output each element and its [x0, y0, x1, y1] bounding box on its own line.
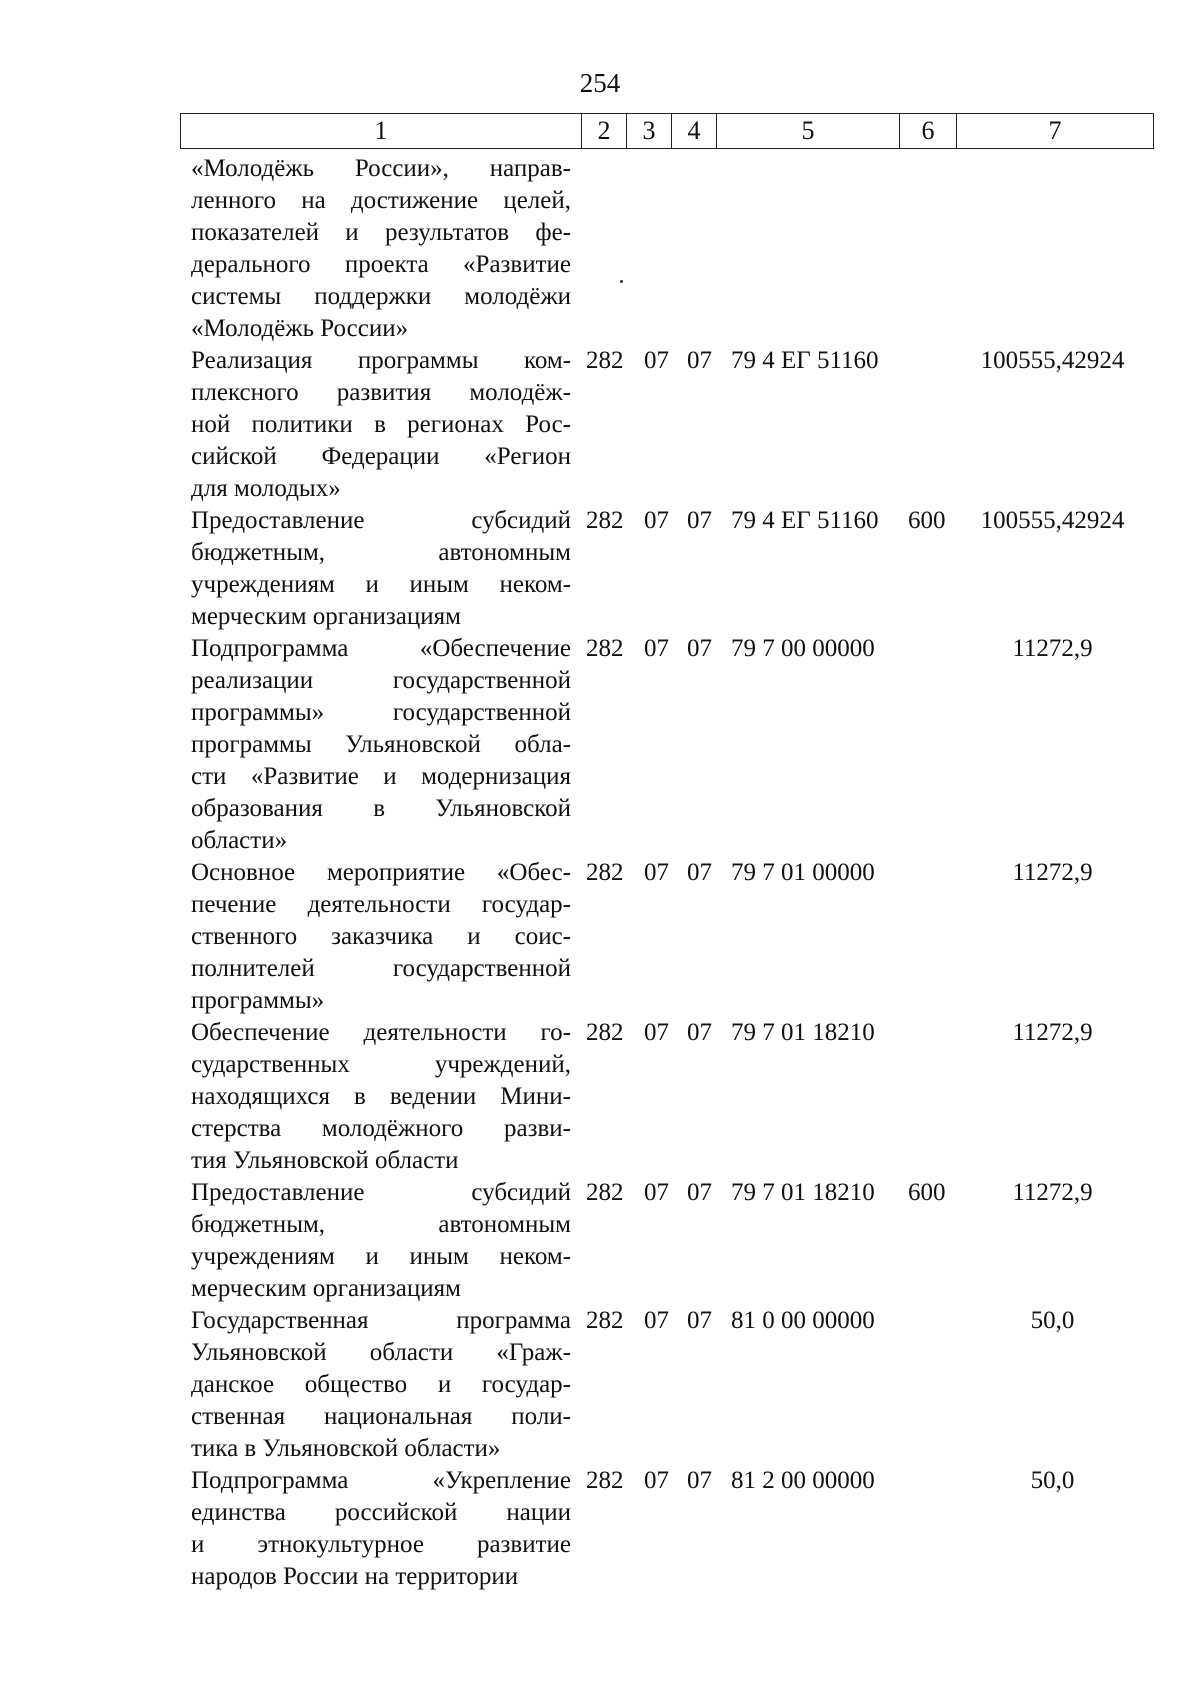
- description-line: «Молодёжь России», направ-: [191, 155, 571, 182]
- row-description: [191, 1017, 571, 1177]
- description-line: бюджетным, автономным: [191, 539, 571, 566]
- column-header-1: 1: [181, 114, 582, 149]
- description-line: тия Ульяновской области: [191, 1147, 459, 1174]
- cell-col-5: 81 2 00 00000: [731, 1467, 875, 1494]
- description-line: плексного развития молодёж-: [191, 379, 571, 406]
- description-line: для молодых»: [191, 475, 341, 502]
- cell-col-3: 07: [644, 1179, 669, 1206]
- column-header-table: [180, 113, 1154, 149]
- cell-col-3: 07: [644, 859, 669, 886]
- cell-col-4: 07: [687, 1307, 712, 1334]
- description-line: системы поддержки молодёжи: [191, 283, 571, 310]
- cell-col-3: 07: [644, 635, 669, 662]
- cell-col-4: 07: [687, 1467, 712, 1494]
- description-line: ленного на достижение целей,: [191, 187, 571, 214]
- description-line: Подпрограмма «Обеспечение: [191, 635, 571, 662]
- cell-col-4: 07: [687, 859, 712, 886]
- description-line: Предоставление субсидий: [191, 1179, 571, 1206]
- cell-col-5: 79 4 ЕГ 51160: [731, 347, 879, 374]
- description-line: области»: [191, 827, 288, 854]
- description-line: программы»: [191, 987, 325, 1014]
- description-line: тика в Ульяновской области»: [191, 1435, 501, 1462]
- cell-col-4: 07: [687, 635, 712, 662]
- cell-col-7: 100555,42924: [980, 347, 1125, 374]
- cell-col-4: 07: [687, 347, 712, 374]
- cell-col-4: 07: [687, 507, 712, 534]
- description-line: единства российской нации: [191, 1499, 571, 1526]
- cell-col-5: 79 7 00 00000: [731, 635, 875, 662]
- cell-col-4: 07: [687, 1179, 712, 1206]
- cell-col-5: 79 7 01 00000: [731, 859, 875, 886]
- cell-col-2: 282: [586, 1019, 624, 1046]
- description-line: и этнокультурное развитие: [191, 1531, 571, 1558]
- description-line: Предоставление субсидий: [191, 507, 571, 534]
- description-line: показателей и результатов фе-: [191, 219, 571, 246]
- description-line: полнителей государственной: [191, 955, 571, 982]
- column-header-2: 2: [582, 114, 627, 149]
- description-line: учреждениям и иным неком-: [191, 571, 571, 598]
- column-header-5: 5: [717, 114, 900, 149]
- cell-col-7: 11272,9: [1012, 635, 1093, 662]
- description-line: сударственных учреждений,: [191, 1051, 571, 1078]
- page-number: 254: [579, 68, 621, 98]
- cell-col-2: 282: [586, 1179, 624, 1206]
- cell-col-2: 282: [586, 1307, 624, 1334]
- scan-speck: [620, 280, 623, 283]
- cell-col-3: 07: [644, 507, 669, 534]
- cell-col-3: 07: [644, 347, 669, 374]
- description-line: реализации государственной: [191, 667, 571, 694]
- description-line: печение деятельности государ-: [191, 891, 571, 918]
- description-line: Государственная программа: [191, 1307, 571, 1334]
- description-line: бюджетным, автономным: [191, 1211, 571, 1238]
- description-line: стерства молодёжного разви-: [191, 1115, 571, 1142]
- description-line: ственного заказчика и соис-: [191, 923, 571, 950]
- description-line: народов России на территории: [191, 1563, 519, 1590]
- column-header-6: 6: [900, 114, 957, 149]
- description-line: Основное мероприятие «Обес-: [191, 859, 571, 886]
- description-line: учреждениям и иным неком-: [191, 1243, 571, 1270]
- description-line: сийской Федерации «Регион: [191, 443, 571, 470]
- description-line: находящихся в ведении Мини-: [191, 1083, 571, 1110]
- row-description: [191, 1177, 571, 1305]
- cell-col-6: 600: [908, 507, 946, 534]
- description-line: ственная национальная поли-: [191, 1403, 571, 1430]
- description-line: мерческим организациям: [191, 1275, 461, 1302]
- cell-col-7: 11272,9: [1012, 1019, 1093, 1046]
- cell-col-3: 07: [644, 1307, 669, 1334]
- cell-col-5: 81 0 00 00000: [731, 1307, 875, 1334]
- description-line: программы» государственной: [191, 699, 571, 726]
- description-line: образования в Ульяновской: [191, 795, 571, 822]
- description-line: мерческим организациям: [191, 603, 461, 630]
- description-line: программы Ульяновской обла-: [191, 731, 571, 758]
- cell-col-7: 50,0: [1030, 1467, 1075, 1494]
- description-line: сти «Развитие и модернизация: [191, 763, 571, 790]
- row-description: [191, 505, 571, 633]
- description-line: ной политики в регионах Рос-: [191, 411, 571, 438]
- row-description: [191, 345, 571, 505]
- cell-col-2: 282: [586, 347, 624, 374]
- cell-col-5: 79 7 01 18210: [731, 1019, 875, 1046]
- column-header-4: 4: [672, 114, 717, 149]
- cell-col-2: 282: [586, 507, 624, 534]
- cell-col-4: 07: [687, 1019, 712, 1046]
- description-line: «Молодёжь России»: [191, 315, 409, 342]
- description-line: Обеспечение деятельности го-: [191, 1019, 571, 1046]
- row-description: [191, 1305, 571, 1465]
- cell-col-2: 282: [586, 859, 624, 886]
- cell-col-7: 11272,9: [1012, 859, 1093, 886]
- cell-col-3: 07: [644, 1467, 669, 1494]
- row-description: [191, 633, 571, 857]
- cell-col-5: 79 7 01 18210: [731, 1179, 875, 1206]
- description-line: дерального проекта «Развитие: [191, 251, 571, 278]
- column-header-3: 3: [627, 114, 672, 149]
- row-description: [191, 857, 571, 1017]
- description-line: Реализация программы ком-: [191, 347, 571, 374]
- cell-col-6: 600: [908, 1179, 946, 1206]
- row-description: [191, 153, 571, 345]
- cell-col-3: 07: [644, 1019, 669, 1046]
- cell-col-5: 79 4 ЕГ 51160: [731, 507, 879, 534]
- column-header-7: 7: [957, 114, 1154, 149]
- cell-col-2: 282: [586, 635, 624, 662]
- cell-col-7: 11272,9: [1012, 1179, 1093, 1206]
- column-header-row: [181, 114, 1154, 149]
- cell-col-2: 282: [586, 1467, 624, 1494]
- row-description: [191, 1465, 571, 1593]
- cell-col-7: 100555,42924: [980, 507, 1125, 534]
- cell-col-7: 50,0: [1030, 1307, 1075, 1334]
- description-line: Ульяновской области «Граж-: [191, 1339, 571, 1366]
- description-line: Подпрограмма «Укрепление: [191, 1467, 571, 1494]
- description-line: данское общество и государ-: [191, 1371, 571, 1398]
